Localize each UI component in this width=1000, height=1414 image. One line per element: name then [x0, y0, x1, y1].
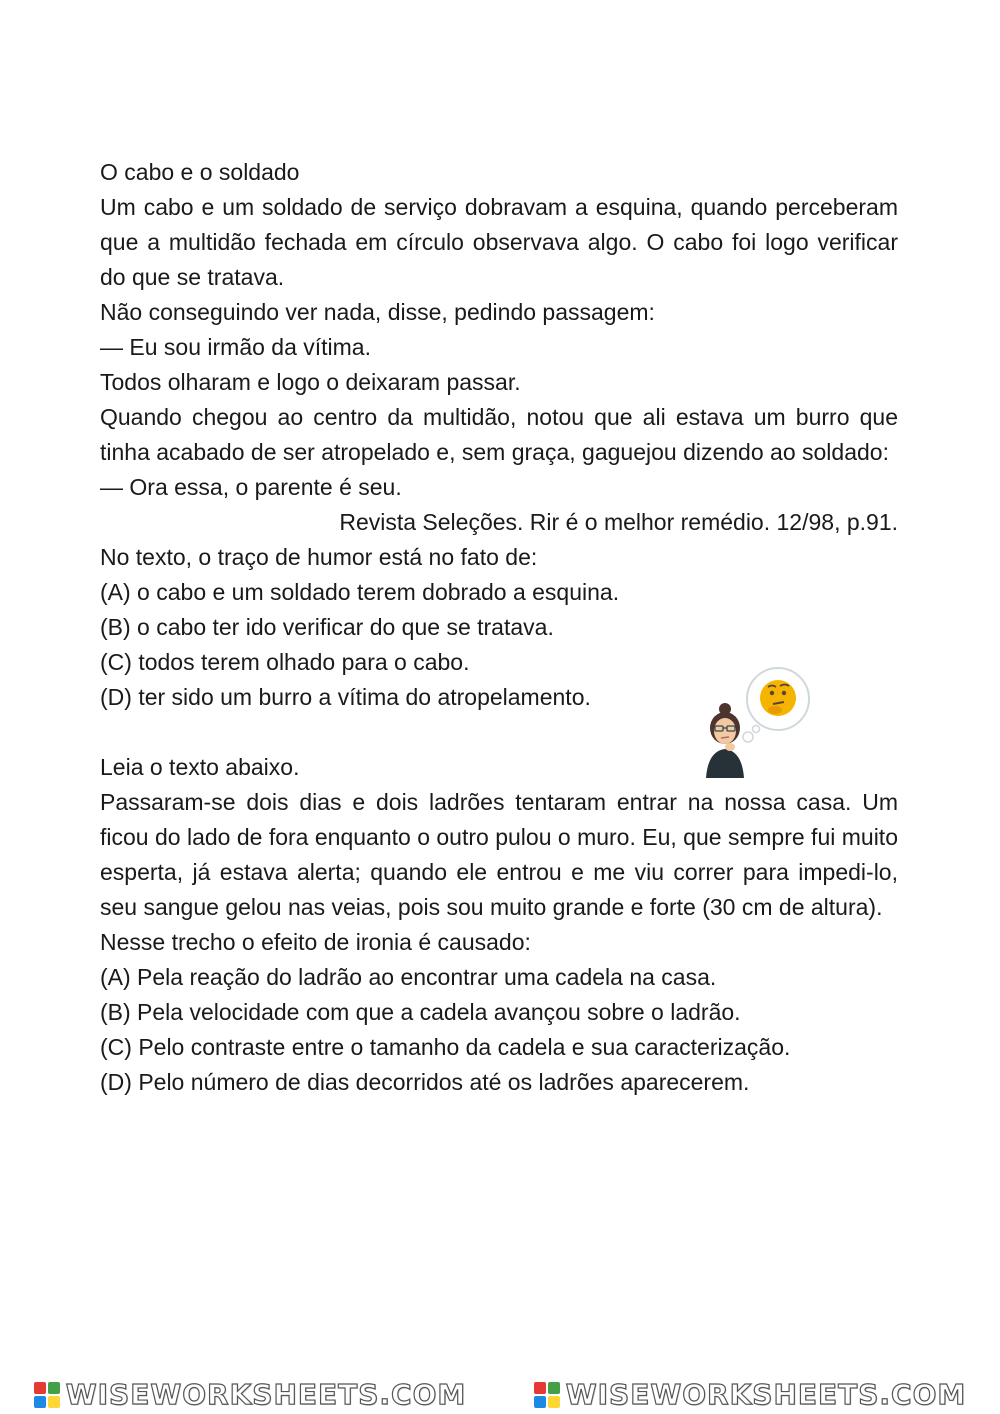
footer-brand-left: [34, 1378, 467, 1411]
story1-dialogue2: — Ora essa, o parente é seu.: [100, 474, 402, 500]
worksheet-content: [100, 155, 898, 1100]
question2-option-b: (B) Pela velocidade com que a cadela avançou sobre o ladrão.: [100, 999, 741, 1025]
story2-intro: Leia o texto abaixo.: [100, 754, 300, 780]
story1-source: Revista Seleções. Rir é o melhor remédio. 12/98, p.91.: [339, 509, 898, 535]
footer-brand-right: [534, 1378, 967, 1411]
story1-paragraph4: Quando chegou ao centro da multidão, notou que ali estava um burro que tinha acabado de ser atropelado e, sem graça, gaguejou dizendo ao soldado:: [100, 404, 898, 465]
question2-option-d: (D) Pelo número de dias decorridos até os ladrões aparecerem.: [100, 1069, 750, 1095]
story1-dialogue1: — Eu sou irmão da vítima.: [100, 334, 371, 360]
question2-option-a: (A) Pela reação do ladrão ao encontrar uma cadela na casa.: [100, 964, 717, 990]
story1-paragraph2: Não conseguindo ver nada, disse, pedindo passagem:: [100, 299, 655, 325]
story1-paragraph3: Todos olharam e logo o deixaram passar.: [100, 369, 521, 395]
thinking-woman-illustration: [700, 665, 815, 780]
question2-prompt: Nesse trecho o efeito de ironia é causado:: [100, 929, 531, 955]
woman-avatar: [706, 703, 744, 778]
question1-option-a: (A) o cabo e um soldado terem dobrado a esquina.: [100, 579, 620, 605]
brand-text: WISEWORKSHEETS.COM: [65, 1378, 467, 1411]
question1-prompt: No texto, o traço de humor está no fato de:: [100, 544, 538, 570]
brand-logo-icon: [534, 1382, 560, 1408]
footer-watermark: [0, 1375, 1000, 1414]
story1-paragraph1: Um cabo e um soldado de serviço dobravam a esquina, quando perceberam que a multidão fechada em círculo observava algo. O cabo foi logo verificar do que se tratava.: [100, 194, 898, 290]
story2-paragraph: Passaram-se dois dias e dois ladrões tentaram entrar na nossa casa. Um ficou do lado de fora enquanto o outro pulou o muro. Eu, que sempre fui muito esperta, já estava alerta; quando ele entrou e me viu correr para impedi-lo, seu sangue gelou nas veias, pois sou muito grande e forte (30 cm de altura).: [100, 789, 898, 920]
question1-option-c: (C) todos terem olhado para o cabo.: [100, 649, 470, 675]
question1-option-b: (B) o cabo ter ido verificar do que se tratava.: [100, 614, 554, 640]
question2-option-c: (C) Pelo contraste entre o tamanho da cadela e sua caracterização.: [100, 1034, 791, 1060]
brand-logo-icon: [34, 1382, 60, 1408]
question1-option-d: (D) ter sido um burro a vítima do atropelamento.: [100, 684, 591, 710]
brand-text: WISEWORKSHEETS.COM: [565, 1378, 967, 1411]
story1-title: O cabo e o soldado: [100, 159, 300, 185]
thinking-face-icon: [760, 680, 796, 716]
